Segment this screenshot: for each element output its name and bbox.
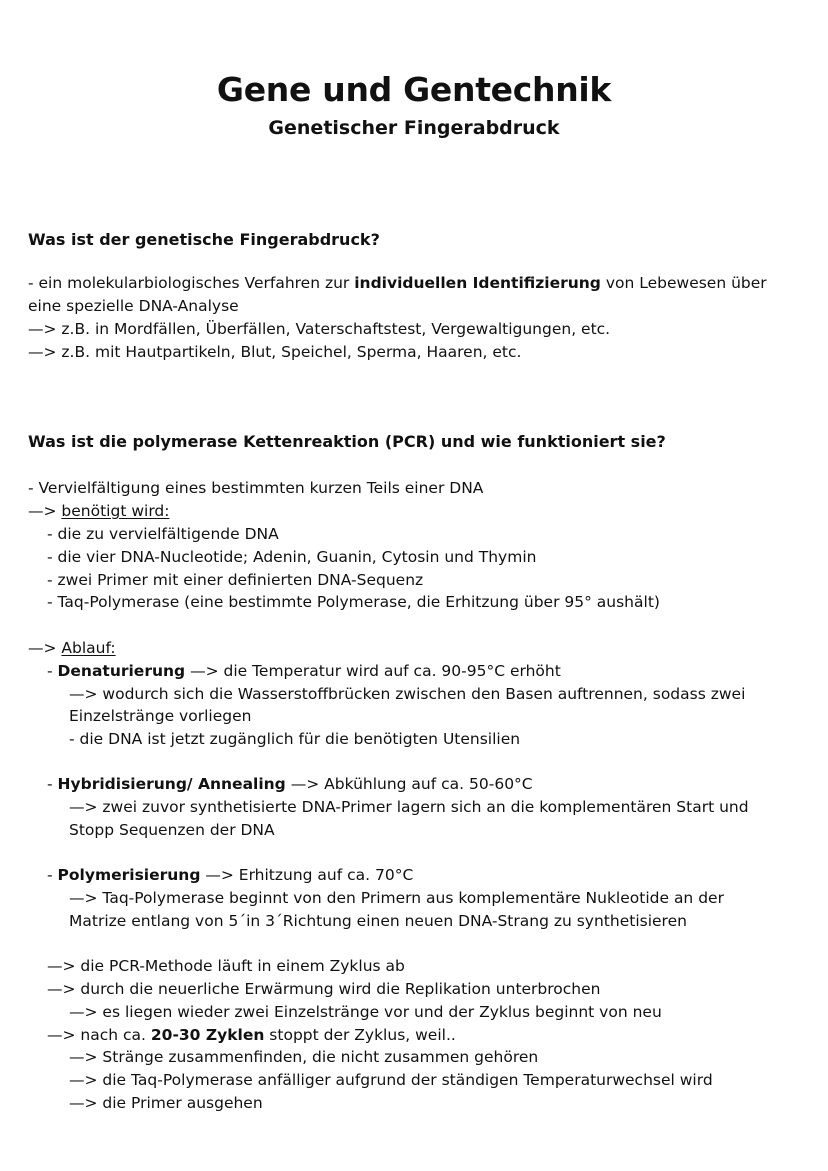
dash: - — [47, 866, 58, 884]
pcr-intro: - Vervielfältigung eines bestimmten kurzen Teils einer DNA — [28, 479, 484, 497]
definition-text: - ein molekularbiologisches Verfahren zur — [28, 274, 355, 292]
step-polymerisierung — [47, 864, 413, 886]
needed-item: - die zu vervielfältigende DNA — [47, 525, 279, 543]
step-detail: Stopp Sequenzen der DNA — [69, 821, 275, 839]
reason-item: —> Stränge zusammenfinden, die nicht zusammen gehören — [69, 1048, 539, 1066]
example-line: —> z.B. in Mordfällen, Überfällen, Vaterschaftstest, Vergewaltigungen, etc. — [28, 320, 611, 338]
dash: - — [47, 662, 58, 680]
reason-item: —> die Primer ausgehen — [69, 1094, 263, 1112]
process-label: Ablauf: — [61, 639, 116, 657]
step-desc: —> Abkühlung auf ca. 50-60°C — [285, 775, 533, 793]
arrow: —> — [28, 639, 62, 657]
needed-item: - zwei Primer mit einer definierten DNA-Sequenz — [47, 571, 424, 589]
step-denaturierung — [47, 660, 561, 682]
cycle-stop-pre: —> nach ca. — [47, 1026, 151, 1044]
definition-continuation: eine spezielle DNA-Analyse — [28, 297, 239, 315]
definition-text-end: von Lebewesen über — [600, 274, 767, 292]
step-desc: —> Erhitzung auf ca. 70°C — [200, 866, 414, 884]
section1-heading: Was ist der genetische Fingerabdruck? — [28, 230, 380, 249]
step-annealing — [47, 773, 533, 795]
example-line: —> z.B. mit Hautpartikeln, Blut, Speichel, Sperma, Haaren, etc. — [28, 343, 522, 361]
page-subtitle: Genetischer Fingerabdruck — [268, 117, 560, 139]
cycle-count: 20-30 Zyklen — [150, 1026, 265, 1044]
cycle-line: —> durch die neuerliche Erwärmung wird die Replikation unterbrochen — [47, 980, 601, 998]
reason-item: —> die Taq-Polymerase anfälliger aufgrund der ständigen Temperaturwechsel wird — [69, 1071, 713, 1089]
section2-heading: Was ist die polymerase Kettenreaktion (PCR) und wie funktioniert sie? — [28, 432, 666, 451]
needed-item: - die vier DNA-Nucleotide; Adenin, Guanin, Cytosin und Thymin — [47, 548, 537, 566]
cycle-line: —> die PCR-Methode läuft in einem Zyklus ab — [47, 957, 405, 975]
needed-label: benötigt wird: — [61, 502, 170, 520]
cycle-stop-post: stoppt der Zyklus, weil.. — [264, 1026, 456, 1044]
step-detail: Matrize entlang von 5´in 3´Richtung einen neuen DNA-Strang zu synthetisieren — [69, 912, 687, 930]
step-detail: - die DNA ist jetzt zugänglich für die benötigten Utensilien — [69, 730, 521, 748]
cycle-subline: —> es liegen wieder zwei Einzelstränge vor und der Zyklus beginnt von neu — [69, 1003, 662, 1021]
step-desc: —> die Temperatur wird auf ca. 90-95°C erhöht — [185, 662, 561, 680]
arrow: —> — [28, 502, 62, 520]
step-detail: —> Taq-Polymerase beginnt von den Primern aus komplementäre Nukleotide an der — [69, 889, 724, 907]
definition-keyword: individuellen Identifizierung — [354, 274, 601, 292]
page-title: Gene und Gentechnik — [216, 70, 612, 109]
dash: - — [47, 775, 58, 793]
step-name: Hybridisierung/ Annealing — [57, 775, 286, 793]
step-detail: Einzelstränge vorliegen — [69, 707, 252, 725]
step-detail: —> zwei zuvor synthetisierte DNA-Primer lagern sich an die komplementären Start und — [69, 798, 749, 816]
needed-header — [28, 500, 169, 522]
process-header — [28, 637, 116, 659]
step-name: Polymerisierung — [57, 866, 201, 884]
definition-line — [28, 272, 767, 294]
step-detail: —> wodurch sich die Wasserstoffbrücken zwischen den Basen auftrennen, sodass zwei — [69, 685, 746, 703]
cycle-stop-line — [47, 1024, 456, 1046]
step-name: Denaturierung — [57, 662, 186, 680]
needed-item: - Taq-Polymerase (eine bestimmte Polymerase, die Erhitzung über 95° aushält) — [47, 593, 660, 611]
